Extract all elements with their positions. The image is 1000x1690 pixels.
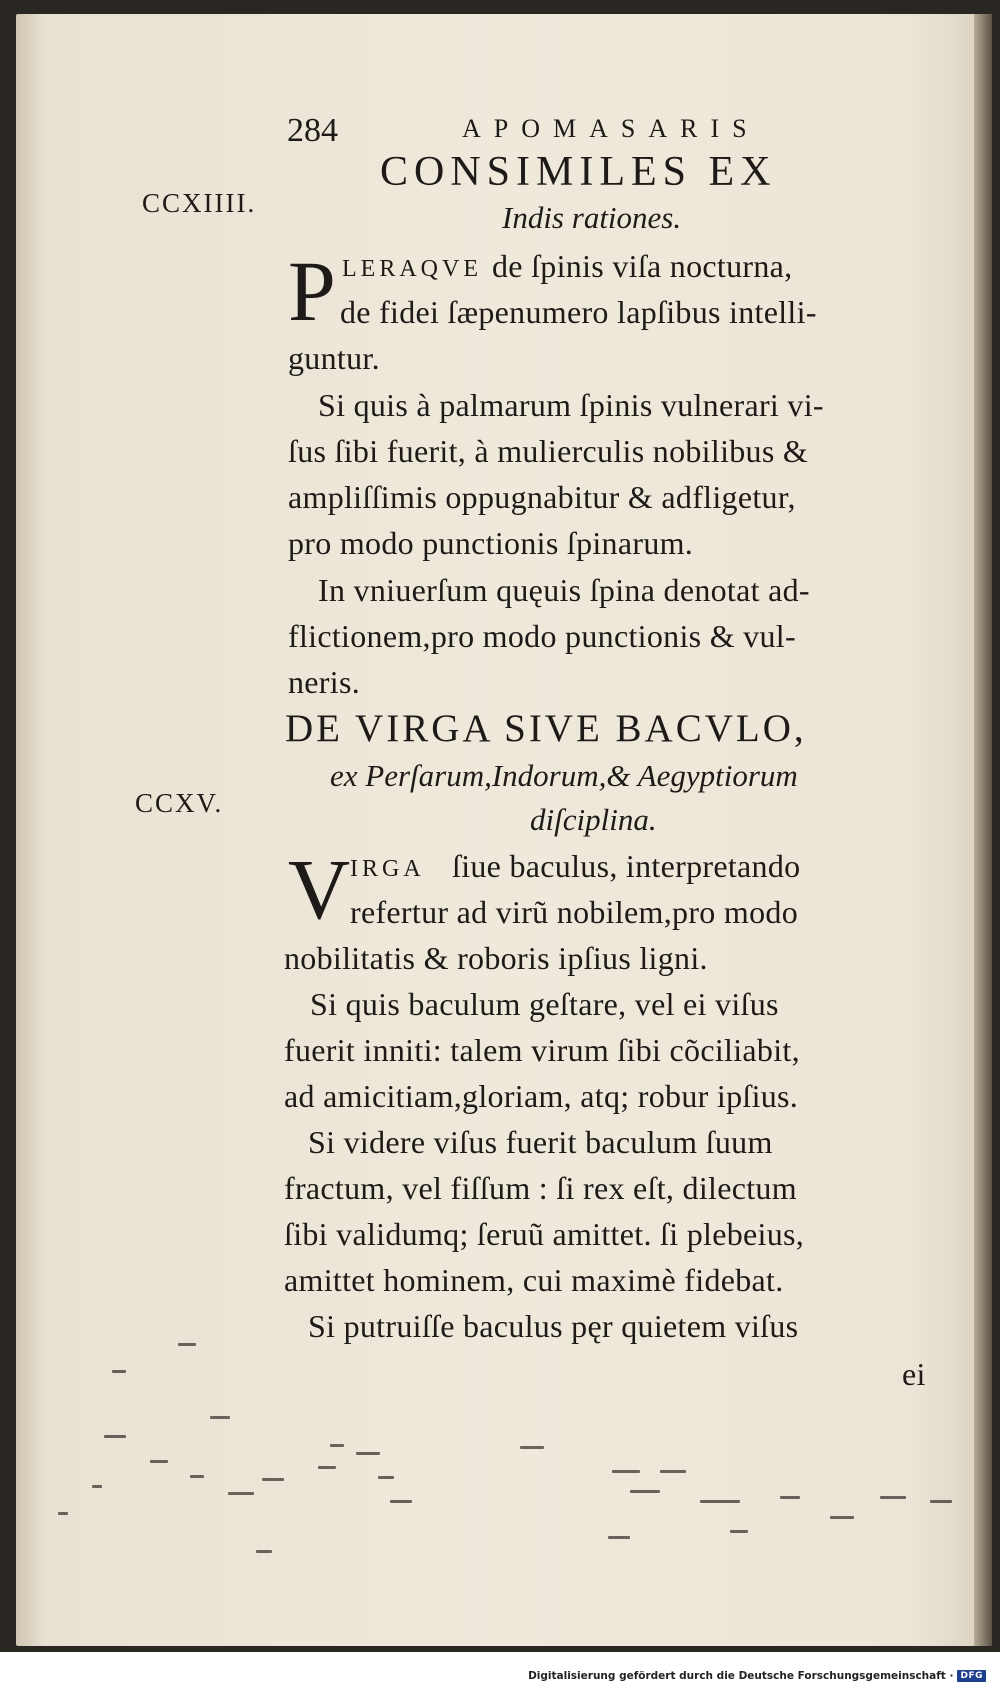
section2-subheading-line2: diſciplina. xyxy=(530,802,657,837)
text-line: ampliſſimis oppugnabitur & adfligetur, xyxy=(288,479,796,515)
text-line: Si videre viſus fuerit baculum ſuum xyxy=(308,1124,773,1160)
text-line: ſus ſibi fuerit, à mulierculis nobilibus & xyxy=(288,433,809,469)
text-line: flictionem,pro modo punctionis & vul- xyxy=(288,618,796,654)
margin-number-2: CCXV. xyxy=(135,788,224,818)
section2-dropcap: V xyxy=(288,841,351,937)
text-line: fuerit inniti: talem virum ſibi cõciliabit, xyxy=(284,1032,800,1068)
text-line: ad amicitiam,gloriam, atq; robur ipſius. xyxy=(284,1078,799,1114)
page-number: 284 xyxy=(287,112,338,149)
digitization-footer xyxy=(528,1670,986,1682)
text-line: amittet hominem, cui maximè fidebat. xyxy=(284,1262,784,1298)
section1-first-word: LERAQVE xyxy=(342,256,482,282)
section1-heading: CONSIMILES EX xyxy=(380,149,777,195)
text-line: Si putruiſſe baculus pęr quietem viſus xyxy=(308,1308,799,1344)
section1-subheading: Indis rationes. xyxy=(502,200,682,235)
text-line: fractum, vel fiſſum : ſi rex eſt, dilectum xyxy=(284,1170,797,1206)
section2-first-word: IRGA xyxy=(350,856,425,882)
text-line: de ſpinis viſa nocturna, xyxy=(492,248,793,284)
text-line: pro modo punctionis ſpinarum. xyxy=(288,525,694,561)
text-line: In vniuerſum quęuis ſpina denotat ad- xyxy=(318,572,810,608)
section2-subheading-line1: ex Perſarum,Indorum,& Aegyptiorum xyxy=(330,758,798,793)
text-line: guntur. xyxy=(288,340,380,376)
running-head: APOMASARIS xyxy=(462,114,760,143)
dfg-logo-icon: DFG xyxy=(957,1670,986,1682)
catchword: ei xyxy=(902,1356,926,1392)
text-line: nobilitatis & roboris ipſius ligni. xyxy=(284,940,708,976)
text-line: ſibi validumq; ſeruũ amittet. ſi plebeius, xyxy=(284,1216,805,1252)
text-line: neris. xyxy=(288,664,361,700)
section2-heading: DE VIRGA SIVE BACVLO, xyxy=(285,707,807,750)
page-edge-shadow xyxy=(974,14,992,1646)
text-line: Si quis baculum geſtare, vel ei viſus xyxy=(310,986,779,1022)
text-line: ſiue baculus, interpretando xyxy=(452,848,801,884)
text-line: refertur ad virũ nobilem,pro modo xyxy=(350,894,798,930)
section1-dropcap: P xyxy=(288,243,336,339)
text-line: Si quis à palmarum ſpinis vulnerari vi- xyxy=(318,387,824,423)
text-line: de fidei ſæpenumero lapſibus intelli- xyxy=(340,294,817,330)
margin-number-1: CCXIIII. xyxy=(142,188,257,218)
footer-text: Digitalisierung gefördert durch die Deutsche Forschungsgemeinschaft · xyxy=(528,1670,954,1682)
